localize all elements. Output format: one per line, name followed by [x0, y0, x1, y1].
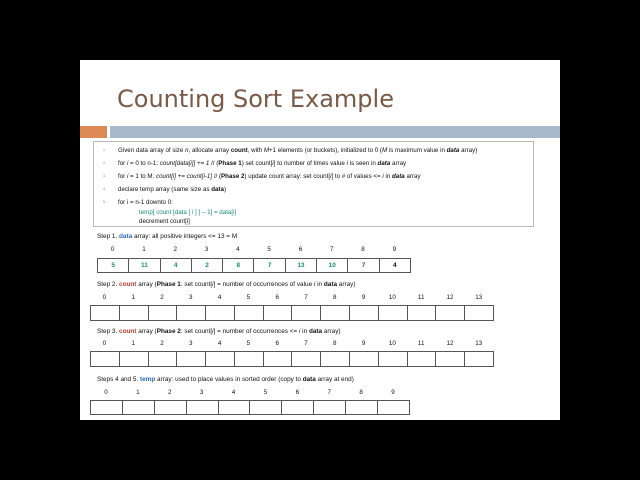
array-index: 9 — [391, 389, 395, 396]
text-segment: decrement count[i] — [139, 218, 190, 225]
text-segment: M — [263, 147, 269, 154]
text-segment: : set count[ — [180, 281, 213, 288]
text-segment: i — [212, 328, 214, 335]
code-text — [118, 186, 226, 193]
text-segment: = 1 to M: — [128, 173, 157, 180]
text-segment: data — [211, 186, 224, 193]
step3-caption — [97, 328, 341, 335]
array-index: 12 — [446, 340, 454, 347]
array-cell — [235, 352, 264, 366]
array-cell — [120, 306, 149, 320]
array-index: 2 — [173, 246, 177, 253]
text-segment: for i = n-1 downto 0: — [118, 199, 173, 206]
array-index: 2 — [160, 294, 164, 301]
array-index: 9 — [392, 246, 397, 253]
text-segment: , allocate array — [188, 147, 231, 154]
array-cell — [91, 401, 123, 414]
array-cell — [321, 352, 350, 366]
array-index: 3 — [189, 340, 193, 347]
line-number: 5. — [103, 200, 106, 204]
array-index: 4 — [217, 294, 222, 301]
text-segment: +1 elements (or buckets), initialized to 0 ( — [269, 147, 382, 154]
text-segment: Phase 1 — [218, 160, 242, 167]
array-cell — [314, 401, 346, 414]
text-segment: array ( — [136, 281, 157, 288]
array-cell — [206, 306, 235, 320]
array-cell — [264, 352, 293, 366]
array-cell — [149, 306, 178, 320]
text-segment: M — [381, 147, 388, 154]
array-index: 7 — [327, 389, 331, 396]
array-index: 3 — [199, 389, 204, 396]
slide — [80, 60, 560, 420]
array-cell — [408, 352, 437, 366]
array-index: 6 — [275, 294, 279, 301]
line-number: 1. — [103, 148, 106, 152]
text-segment: data — [323, 281, 337, 288]
array-cell — [123, 401, 155, 414]
text-segment: temp — [140, 376, 156, 383]
text-segment: array) — [322, 328, 341, 335]
line-number: 3. — [103, 174, 106, 178]
array-index: 1 — [131, 340, 135, 347]
array-index: 10 — [388, 294, 396, 301]
code-text — [139, 209, 236, 216]
array-cell — [436, 352, 465, 366]
count-array-phase1 — [90, 305, 494, 321]
text-segment: Phase 2 — [156, 328, 181, 335]
text-segment: Steps 4 and 5. — [97, 376, 140, 383]
text-segment: i — [382, 173, 384, 180]
data-array — [97, 258, 411, 273]
text-segment: ) — [223, 186, 226, 193]
array-index: 9 — [361, 340, 366, 347]
text-segment: is maximum value in — [387, 147, 447, 154]
array-index: 0 — [102, 294, 107, 301]
array-cell — [187, 401, 219, 414]
array-index: 13 — [475, 294, 483, 301]
array-index: 1 — [136, 389, 140, 396]
array-index: 3 — [189, 294, 193, 301]
array-index: 0 — [110, 246, 115, 253]
array-cell — [264, 306, 293, 320]
array-cell — [149, 352, 178, 366]
array-cell — [177, 352, 206, 366]
step45-caption — [97, 376, 354, 383]
text-segment: is seen in — [347, 160, 378, 167]
array-index: 13 — [475, 340, 483, 347]
text-segment: array) — [459, 147, 478, 154]
text-segment: array) — [337, 281, 356, 288]
text-segment: array — [404, 173, 421, 180]
array-index: 0 — [102, 340, 107, 347]
text-segment: , with — [247, 147, 264, 154]
array-cell — [465, 306, 494, 320]
array-index: 0 — [104, 389, 108, 396]
code-text — [118, 160, 406, 167]
text-segment: ] to # of values <= — [331, 173, 383, 180]
text-segment: Phase 1 — [156, 281, 181, 288]
array-cell: 4 — [380, 259, 411, 272]
array-cell — [321, 306, 350, 320]
text-segment: data — [308, 328, 323, 335]
array-index: 12 — [446, 294, 454, 301]
array-cell — [250, 401, 282, 414]
text-segment: array ( — [136, 328, 157, 335]
text-segment: data — [302, 376, 316, 383]
code-text — [139, 218, 190, 225]
array-index: 5 — [246, 294, 251, 301]
text-segment: declare temp array (same size as — [118, 186, 212, 193]
array-cell — [91, 306, 120, 320]
text-segment: ] = number of occurrences <= — [213, 328, 299, 335]
array-cell — [219, 401, 251, 414]
array-cell — [292, 352, 321, 366]
text-segment: Step 1. — [97, 233, 120, 240]
text-segment: : set count[ — [180, 328, 213, 335]
array-cell — [378, 401, 410, 414]
temp-array — [90, 400, 410, 415]
accent-bar-orange — [80, 126, 107, 138]
text-segment: array: used to place values in sorted order (copy to — [155, 376, 303, 383]
array-index: 9 — [361, 294, 366, 301]
array-cell — [177, 306, 206, 320]
array-cell — [379, 306, 408, 320]
text-segment: array: all positive integers <= 13 = M — [132, 233, 238, 240]
text-segment: data — [392, 173, 405, 180]
array-index: 4 — [236, 246, 240, 253]
text-segment: Phase 2 — [221, 173, 245, 180]
array-cell: 7 — [254, 259, 285, 272]
slide-title: Counting Sort Example — [117, 85, 394, 113]
line-number: 2. — [103, 161, 106, 165]
text-segment: Step 2. — [97, 281, 120, 288]
text-segment: ) set count[ — [241, 160, 273, 167]
array-index: 6 — [298, 246, 303, 253]
text-segment: ] to number of times value — [273, 160, 347, 167]
text-segment: in — [315, 281, 324, 288]
array-index: 5 — [263, 389, 268, 396]
text-segment: i — [126, 160, 129, 167]
text-segment: count[i] += count[i-1] — [156, 173, 213, 180]
text-segment: array at end) — [315, 376, 354, 383]
array-cell — [465, 352, 494, 366]
array-index: 10 — [388, 340, 396, 347]
array-cell: 11 — [129, 259, 160, 272]
code-text — [118, 147, 477, 154]
text-segment: count — [119, 281, 137, 288]
line-number: 4. — [103, 187, 106, 191]
array-index: 2 — [167, 389, 172, 396]
array-index: 8 — [361, 246, 365, 253]
text-segment: count[data[i]] += 1 — [159, 160, 210, 167]
text-segment: i — [212, 281, 214, 288]
text-segment: in — [300, 328, 309, 335]
text-segment: i — [330, 173, 332, 180]
text-segment: i — [313, 281, 316, 288]
array-index: 6 — [295, 389, 300, 396]
array-index: 11 — [417, 294, 425, 301]
array-index: 5 — [246, 340, 251, 347]
array-cell: 2 — [192, 259, 223, 272]
array-index: 8 — [333, 294, 337, 301]
text-segment: in — [383, 173, 393, 180]
array-cell — [292, 306, 321, 320]
array-cell — [436, 306, 465, 320]
array-cell: 13 — [286, 259, 317, 272]
array-cell: 7 — [348, 259, 379, 272]
code-text — [118, 173, 421, 180]
text-segment: // ( — [212, 173, 222, 180]
array-index: 1 — [131, 294, 135, 301]
array-index: 5 — [267, 246, 271, 253]
array-cell: 4 — [161, 259, 192, 272]
text-segment: n — [185, 147, 189, 154]
count-array-phase2 — [90, 351, 494, 367]
array-cell: 10 — [317, 259, 348, 272]
accent-bar-blue — [110, 126, 560, 138]
array-cell — [346, 401, 378, 414]
text-segment: array — [390, 160, 407, 167]
array-cell — [206, 352, 235, 366]
text-segment: for — [118, 173, 127, 180]
array-index: 8 — [359, 389, 363, 396]
text-segment: temp[ count [data [ i ] ] – 1] = data[i] — [139, 209, 237, 216]
array-cell — [282, 401, 314, 414]
step2-caption — [97, 281, 355, 288]
text-segment: i — [298, 328, 301, 335]
array-cell — [379, 352, 408, 366]
array-cell — [350, 306, 379, 320]
array-cell — [350, 352, 379, 366]
code-text — [118, 199, 173, 206]
text-segment: data — [377, 160, 391, 167]
text-segment: count — [230, 147, 248, 154]
array-index: 4 — [217, 340, 222, 347]
text-segment: Given data array of size — [118, 147, 186, 154]
text-segment: for — [118, 160, 127, 167]
text-segment: i — [126, 173, 129, 180]
pseudocode-box — [93, 141, 534, 227]
text-segment: = 0 to n-1: — [128, 160, 160, 167]
array-cell — [120, 352, 149, 366]
text-segment: data — [119, 233, 133, 240]
array-cell — [408, 306, 437, 320]
array-index: 7 — [329, 246, 334, 253]
text-segment: ] = number of occurrences of value — [213, 281, 314, 288]
text-segment: ) update count array: set count[ — [244, 173, 331, 180]
text-segment: i — [272, 160, 274, 167]
array-index: 8 — [333, 340, 337, 347]
array-index: 11 — [417, 340, 425, 347]
text-segment: i — [346, 160, 348, 167]
text-segment: data — [446, 147, 460, 154]
step1-caption — [97, 233, 237, 240]
array-index: 3 — [204, 246, 209, 253]
array-index: 4 — [231, 389, 236, 396]
array-index: 7 — [304, 340, 308, 347]
array-cell — [155, 401, 187, 414]
array-index: 6 — [275, 340, 279, 347]
text-segment: count — [119, 328, 137, 335]
array-index: 1 — [142, 246, 146, 253]
array-cell: 8 — [223, 259, 254, 272]
array-cell — [91, 352, 120, 366]
array-cell: 5 — [98, 259, 129, 272]
text-segment: // ( — [209, 160, 219, 167]
array-index: 2 — [160, 340, 164, 347]
array-cell — [235, 306, 264, 320]
text-segment: Step 3. — [97, 328, 120, 335]
array-index: 7 — [304, 294, 308, 301]
